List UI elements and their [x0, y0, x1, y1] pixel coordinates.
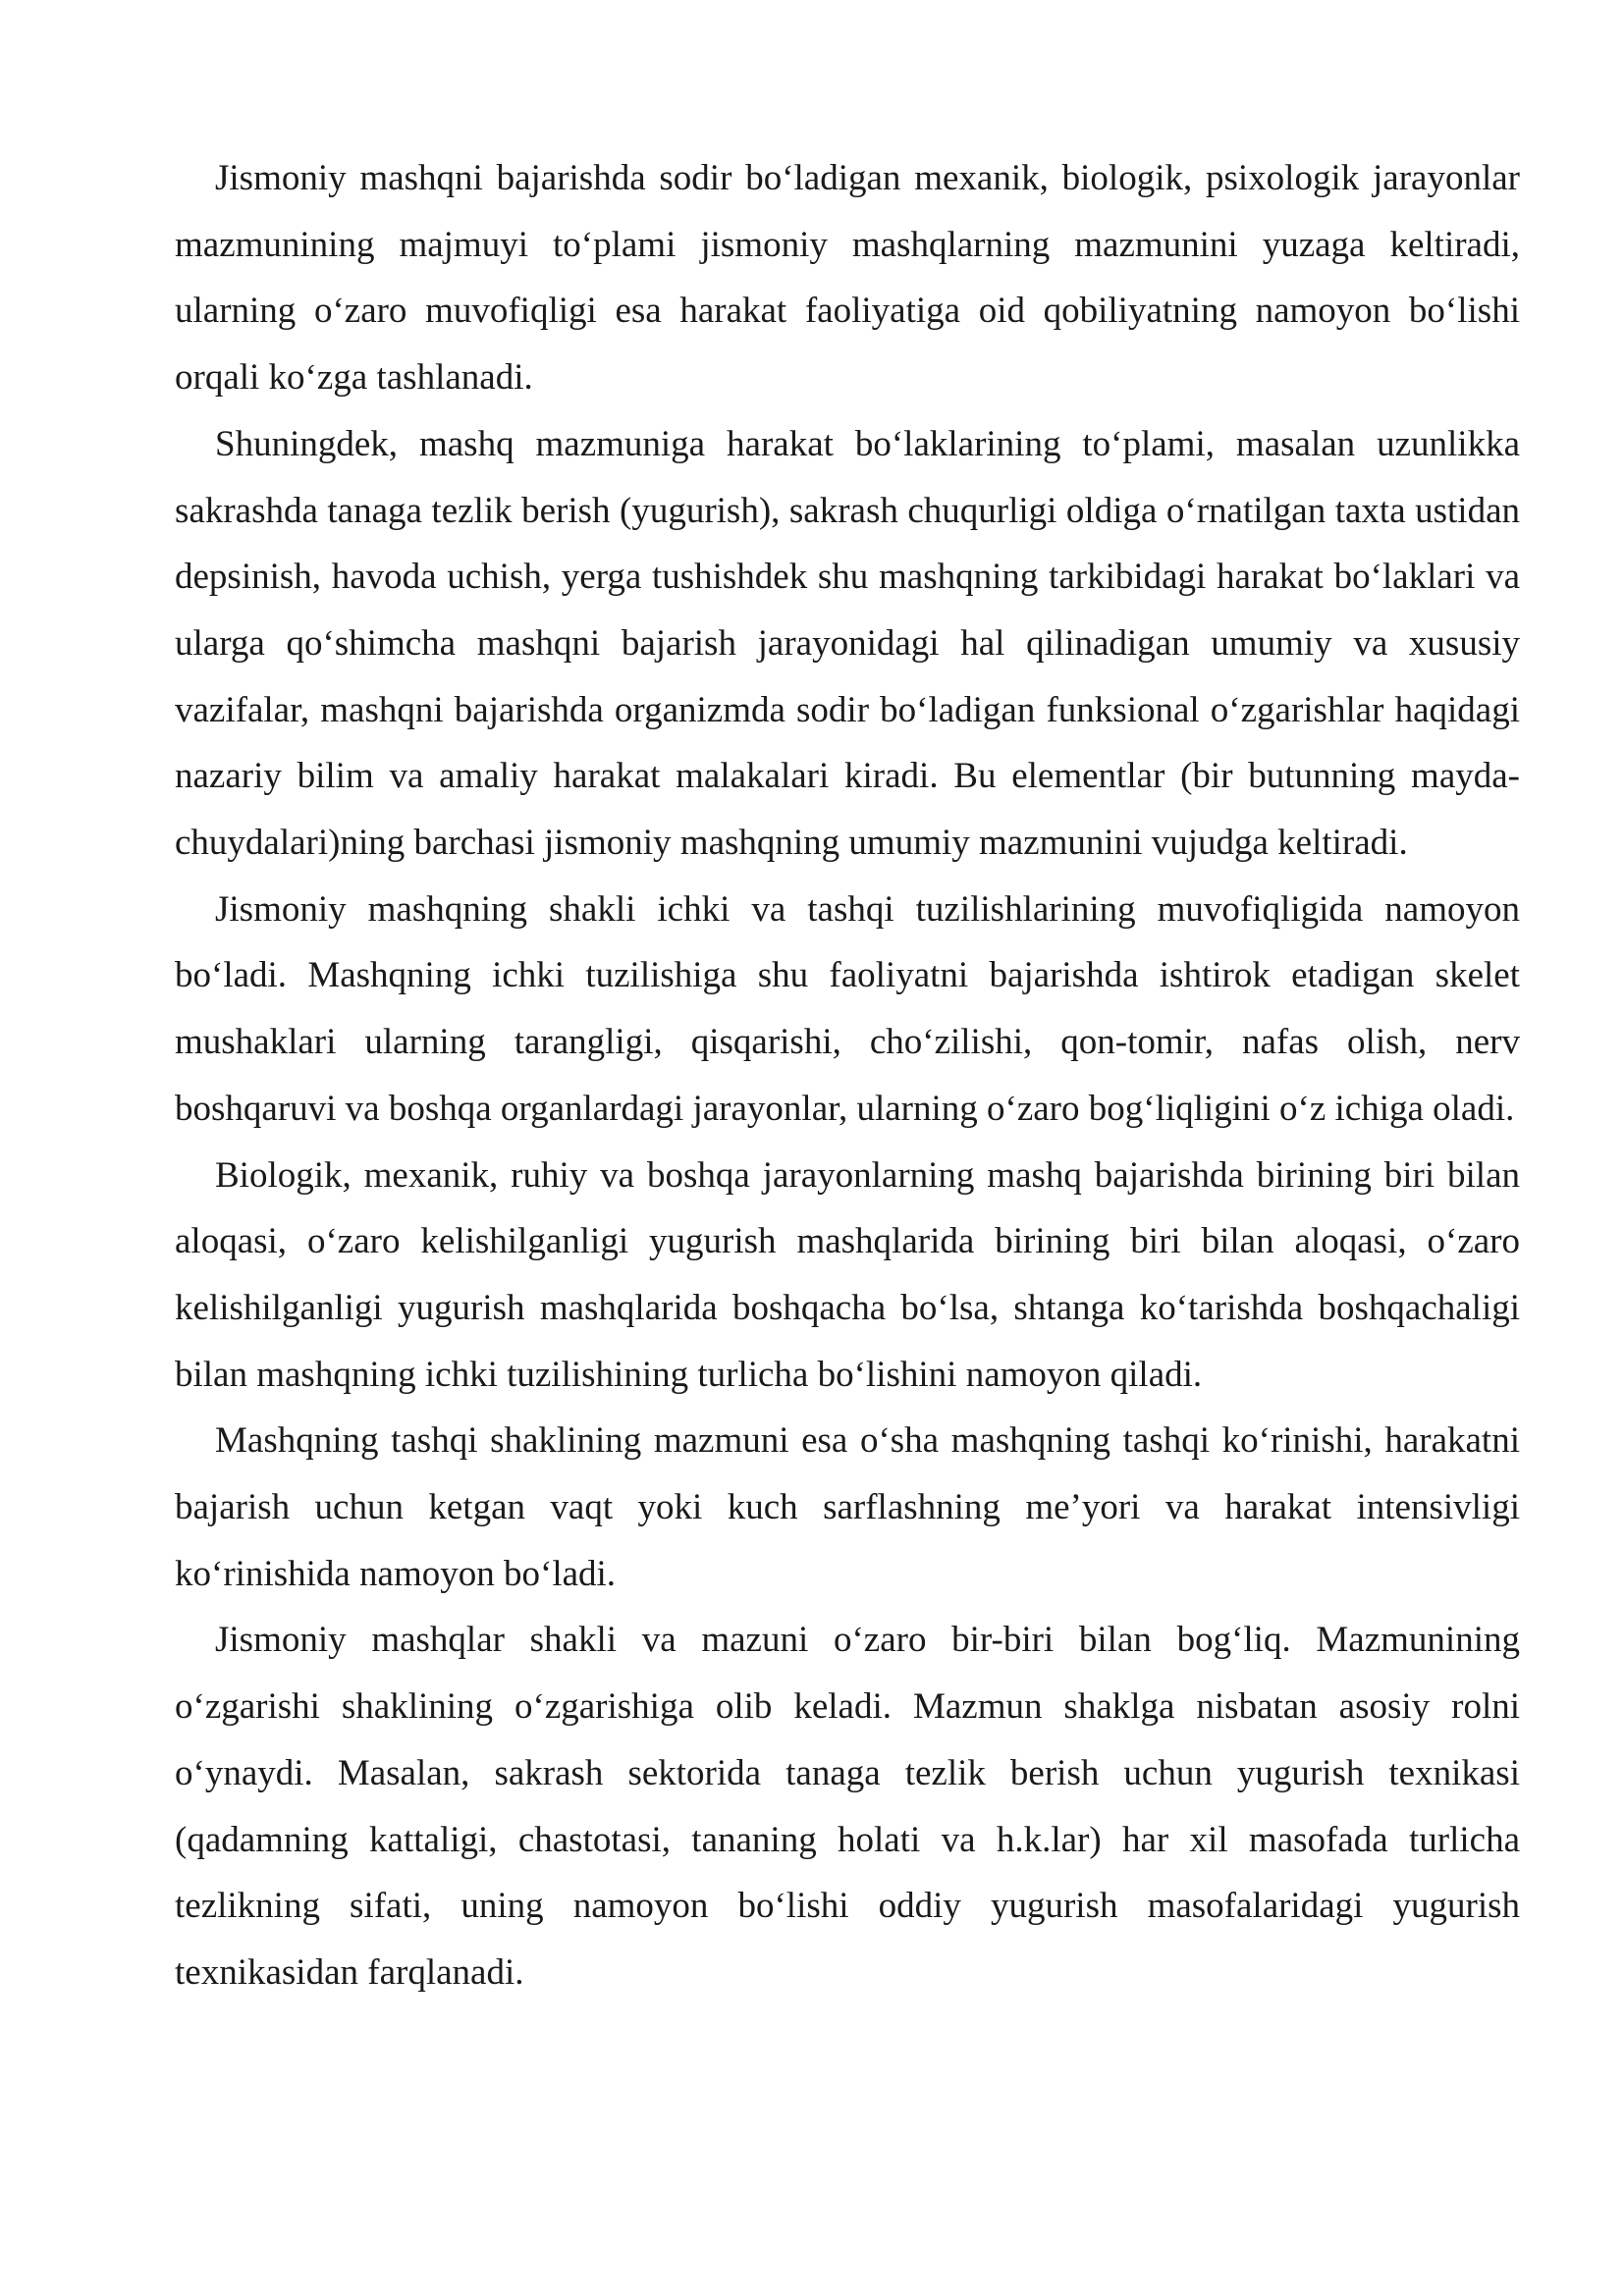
- paragraph: Jismoniy mashqning shakli ichki va tashqi tuzilishlarining muvofiqligida namoyon bo‘ladi. Mashqning ichki tuzilishiga shu faoliyatni bajarishda ishtirok etadigan skelet mushaklari ularning tarangligi, qisqarishi, cho‘zilishi, qon-tomir, nafas olish, nerv boshqaruvi va boshqa organlardagi jarayonlar, ularning o‘zaro bog‘liqligini o‘z ichiga oladi.: [175, 888, 1520, 1129]
- paragraph: Mashqning tashqi shaklining mazmuni esa o‘sha mashqning tashqi ko‘rinishi, harakatni bajarish uchun ketgan vaqt yoki kuch sarflashning me’yori va harakat intensivligi ko‘rinishida namoyon bo‘ladi.: [175, 1420, 1520, 1594]
- paragraph: Biologik, mexanik, ruhiy va boshqa jarayonlarning mashq bajarishda birining biri bilan aloqasi, o‘zaro kelishilganligi yugurish mashqlarida birining biri bilan aloqasi, o‘zaro kelishilganligi yugurish mashqlarida boshqacha bo‘lsa, shtanga ko‘tarishda boshqachaligi bilan mashqning ichki tuzilishining turlicha bo‘lishini namoyon qiladi.: [175, 1154, 1520, 1395]
- paragraph: Jismoniy mashqni bajarishda sodir bo‘ladigan mexanik, biologik, psixologik jarayonlar mazmunining majmuyi to‘plami jismoniy mashqlarning mazmunini yuzaga keltiradi, ularning o‘zaro muvofiqligi esa harakat faoliyatiga oid qobiliyatning namoyon bo‘lishi orqali ko‘zga tashlanadi.: [175, 158, 1520, 399]
- document-body: [175, 145, 1520, 2006]
- paragraph: Shuningdek, mashq mazmuniga harakat bo‘laklarining to‘plami, masalan uzunlikka sakrashda tanaga tezlik berish (yugurish), sakrash chuqurligi oldiga o‘rnatilgan taxta ustidan depsinish, havoda uchish, yerga tushishdek shu mashqning tarkibidagi harakat bo‘laklari va ularga qo‘shimcha mashqni bajarish jarayonidagi hal qilinadigan umumiy va xususiy vazifalar, mashqni bajarishda organizmda sodir bo‘ladigan funksional o‘zgarishlar haqidagi nazariy bilim va amaliy harakat malakalari kiradi. Bu elementlar (bir butunning mayda-chuydalari)ning barchasi jismoniy mashqning umumiy mazmunini vujudga keltiradi.: [175, 423, 1520, 864]
- paragraph: Jismoniy mashqlar shakli va mazuni o‘zaro bir-biri bilan bog‘liq. Mazmunining o‘zgarishi shaklining o‘zgarishiga olib keladi. Mazmun shaklga nisbatan asosiy rolni o‘ynaydi. Masalan, sakrash sektorida tanaga tezlik berish uchun yugurish texnikasi (qadamning kattaligi, chastotasi, tananing holati va h.k.lar) har xil masofada turlicha tezlikning sifati, uning namoyon bo‘lishi oddiy yugurish masofalaridagi yugurish texnikasidan farqlanadi.: [175, 1620, 1520, 1993]
